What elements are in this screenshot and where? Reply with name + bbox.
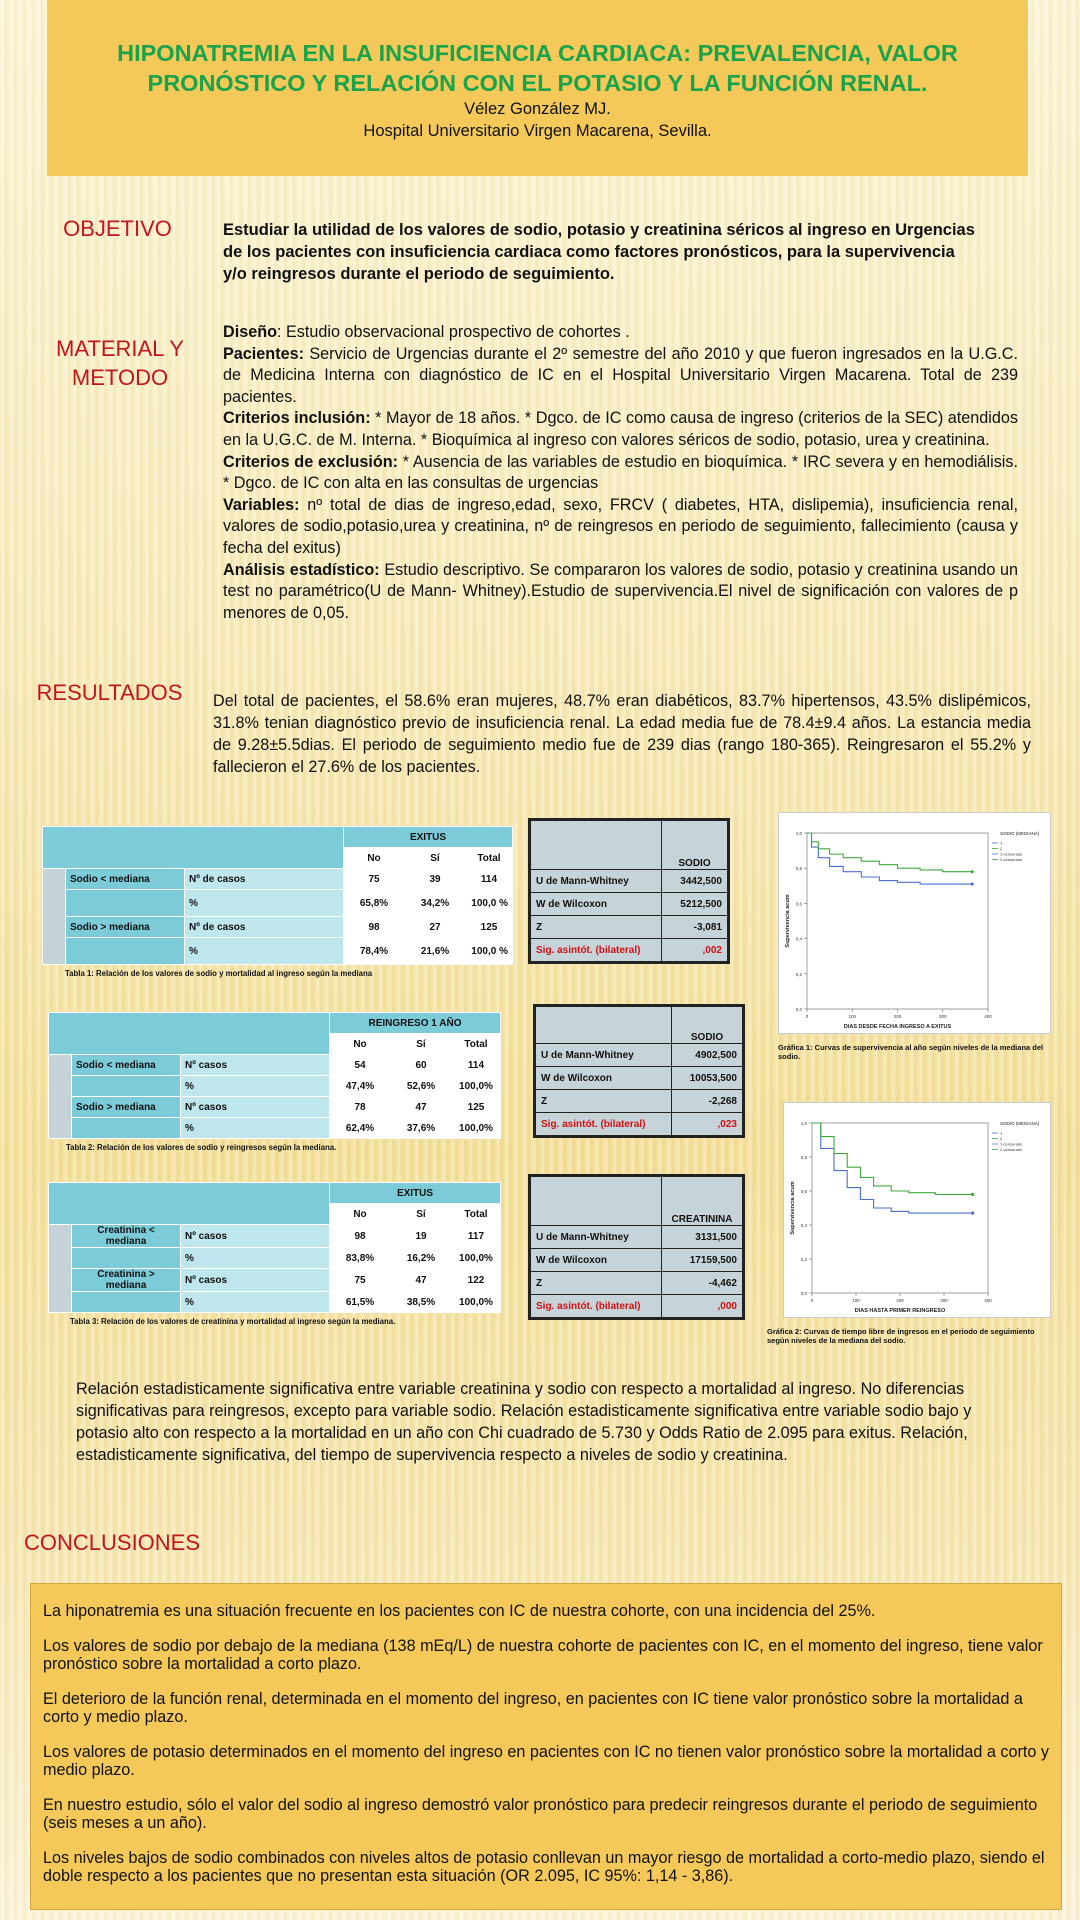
series-line-1: [812, 1123, 973, 1213]
y-tick-label: 0,2: [800, 1257, 807, 1262]
table-caption: Tabla 2: Relación de los valores de sodio y reingresos según la mediana.: [66, 1143, 337, 1152]
y-tick-label: 1,0: [795, 831, 802, 836]
poster-title: HIPONATREMIA EN LA INSUFICIENCIA CARDIACA: PREVALENCIA, VALOR PRONÓSTICO Y RELACIÓN CON EL POTASIO Y LA FUNCIÓN RENAL.: [117, 40, 958, 96]
x-tick-label: 200: [893, 1014, 902, 1019]
author: Vélez González MJ.: [464, 100, 611, 118]
survival-chart-2: [783, 1102, 1051, 1318]
y-tick-label: 0,0: [795, 1007, 802, 1012]
poster-header: [47, 0, 1028, 176]
conclusion-item: Los valores de sodio por debajo de la mediana (138 mEq/L) de nuestra cohorte de pacientes con IC, en el momento del ingreso, tiene valor pronóstico sobre la mortalidad a corto plazo.: [43, 1637, 1043, 1673]
table-row: % 65,8% 34,2% 100,0 %: [43, 890, 513, 917]
conclusiones-heading: CONCLUSIONES: [24, 1530, 201, 1555]
table-row: Sodio > mediana Nº casos 78 47 125: [49, 1097, 501, 1118]
x-tick-label: 400: [984, 1014, 992, 1019]
y-tick-label: 0,6: [795, 901, 802, 907]
chart-caption: Gráfica 1: Curvas de supervivencia al año según niveles de la mediana del sodio.: [778, 1043, 1044, 1061]
series-end-point: [971, 1193, 974, 1196]
plot-frame: [807, 833, 988, 1009]
stat-row: W de Wilcoxon 17159,500: [531, 1249, 743, 1272]
resultados-heading: RESULTADOS: [36, 680, 183, 705]
table-row: Creatinina > mediana Nº casos 75 47 122: [49, 1269, 501, 1292]
legend-entry: 1-censurado: [1000, 851, 1023, 857]
chart-1-wrapper: [778, 812, 1051, 1061]
chart-caption: Gráfica 2: Curvas de tiempo libre de ingresos en el periodo de seguimiento según niveles de la mediana del sodio.: [767, 1327, 1035, 1345]
legend-entry: 2-censurado: [1000, 1147, 1023, 1152]
y-axis-label: Supervivencia acum: [790, 1181, 796, 1235]
conclusion-item: En nuestro estudio, sólo el valor del sodio al ingreso demostró valor pronóstico para predecir reingresos durante el periodo de seguimiento (seis meses a un año).: [43, 1796, 1038, 1832]
stat-row: Z -4,462: [531, 1272, 743, 1295]
legend-title: SODIO (MEDIANA): [1000, 831, 1040, 836]
x-tick-label: 100: [852, 1298, 860, 1303]
conclusiones-box: [30, 1583, 1062, 1910]
material-item: Diseño: Estudio observacional prospectivo de cohortes .: [223, 323, 630, 341]
table-group-header: REINGRESO 1 AÑO: [330, 1013, 501, 1034]
conclusion-item: Los valores de potasio determinados en el momento del ingreso en pacientes con IC no tienen valor pronóstico sobre la mortalidad a corto y medio plazo.: [43, 1743, 1050, 1779]
conclusion-item: El deterioro de la función renal, determinada en el momento del ingreso, en pacientes con IC tiene valor pronóstico sobre la mortalidad a corto y medio plazo.: [43, 1690, 1023, 1726]
material-item: Pacientes: Servicio de Urgencias durante el 2º semestre del año 2010 y que fueron ingresados en la U.G.C. de Medicina Interna con diagnóstico de IC en el Hospital Universitario Virgen Macarena. Total de 239 pacientes.: [223, 344, 1018, 406]
plot-frame: [812, 1123, 988, 1293]
legend-entry: 1-censurado: [1000, 1141, 1023, 1147]
material-item: Variables: nº total de dias de ingreso,edad, sexo, FRCV ( diabetes, HTA, dislipemia), insuficiencia renal, valores de sodio,potasio,urea y creatinina, nº de reingresos en periodo de seguimiento, fallecimiento (causa y fecha del exitus): [223, 495, 1018, 557]
y-tick-label: 0,6: [800, 1189, 807, 1194]
x-axis-label: DIAS DESDE FECHA INGRESO A EXITUS: [843, 1024, 952, 1030]
table-row: % 78,4% 21,6% 100,0 %: [43, 938, 513, 965]
table-group-header: EXITUS: [330, 1183, 501, 1204]
legend-entry: 2: [1000, 846, 1003, 851]
objetivo-text: Estudiar la utilidad de los valores de sodio, potasio y creatinina séricos al ingreso en Urgencias de los pacientes con insuficiencia cardiaca como factores pronósticos, para la supervivencia y/o reingresos durante el periodo de seguimiento.: [223, 221, 975, 283]
table-caption: Tabla 3: Relación de los valores de creatinina y mortalidad al ingreso según la mediana.: [70, 1317, 396, 1326]
y-tick-label: 0,0: [800, 1291, 807, 1296]
table-caption: Tabla 1: Relación de los valores de sodio y mortalidad al ingreso según la mediana: [65, 969, 373, 978]
table-row: Sodio > mediana Nº de casos 98 27 125: [43, 917, 513, 938]
chart-2-wrapper: [767, 1102, 1051, 1345]
y-tick-label: 1,0: [800, 1121, 807, 1126]
stat-row: Z -3,081: [531, 916, 728, 939]
legend-entry: 2: [1000, 1136, 1003, 1141]
table-row: % 47,4% 52,6% 100,0%: [49, 1076, 501, 1097]
material-item: Criterios de exclusión: * Ausencia de las variables de estudio en bioquímica. * IRC severa y en hemodiálisis. * Dgco. de IC con alta en las consultas de urgencias: [223, 452, 1018, 493]
table-row: % 61,5% 38,5% 100,0%: [49, 1292, 501, 1313]
table-row: % 62,4% 37,6% 100,0%: [49, 1118, 501, 1139]
x-tick-label: 300: [938, 1014, 947, 1019]
x-axis-label: DIAS HASTA PRIMER REINGRESO: [854, 1308, 946, 1314]
y-tick-label: 0,8: [800, 1155, 807, 1160]
hospital: Hospital Universitario Virgen Macarena, Sevilla.: [363, 122, 712, 140]
table-row: % 83,8% 16,2% 100,0%: [49, 1248, 501, 1269]
stat-box-2: SODIO U de Mann-Whitney 4902,500 W de Wilcoxon 10053,500 Z -2,268 Sig. asintót. (bilateral) ,023: [533, 1004, 745, 1138]
table-row: Creatinina < mediana Nº casos 98 19 117: [49, 1225, 501, 1248]
series-end-point: [971, 882, 974, 885]
stat-row: W de Wilcoxon 5212,500: [531, 893, 728, 916]
survival-chart-1: [778, 812, 1051, 1034]
material-item: Criterios inclusión: * Mayor de 18 años. * Dgco. de IC como causa de ingreso (criterios de la SEC) atendidos en la U.G.C. de M. Interna. * Bioquímica al ingreso con valores séricos de sodio, potasio, urea y creatinina.: [223, 409, 1019, 449]
stat-box-1: SODIO U de Mann-Whitney 3442,500 W de Wilcoxon 5212,500 Z -3,081 Sig. asintót. (bilateral) ,002: [528, 818, 730, 964]
stat-row: U de Mann-Whitney 3131,500: [531, 1226, 743, 1249]
y-tick-label: 0,2: [795, 971, 802, 977]
y-tick-label: 0,4: [800, 1223, 807, 1228]
series-end-point: [971, 1212, 974, 1215]
series-line-2: [812, 1123, 973, 1194]
x-tick-label: 100: [848, 1014, 857, 1019]
legend-entry: 1: [1000, 1130, 1003, 1136]
y-tick-label: 0,8: [795, 866, 802, 872]
material-body: [223, 322, 1018, 624]
series-end-point: [971, 870, 974, 873]
objetivo-heading: OBJETIVO: [63, 216, 172, 241]
x-tick-label: 200: [896, 1298, 904, 1303]
table-row: Sodio < mediana Nº casos 54 60 114: [49, 1055, 501, 1076]
y-tick-label: 0,4: [795, 936, 802, 942]
table-3: EXITUS No Sí Total Creatinina < mediana Nº casos 98 19 117 % 83,8% 16,2% 100,0% Creatinina > mediana Nº casos 75 47 122 % 61,5% 38,5% 100,0% Tabla 3: Relación de los valores de creatinina y mortalidad al ingreso según la mediana.: [48, 1182, 501, 1326]
x-tick-label: 400: [984, 1298, 992, 1303]
stat-row: W de Wilcoxon 10053,500: [536, 1067, 743, 1090]
legend-entry: 1: [1000, 840, 1003, 846]
table-row: Sodio < mediana Nº de casos 75 39 114: [43, 869, 513, 890]
x-tick-label: 300: [940, 1298, 948, 1303]
table-2: REINGRESO 1 AÑO No Sí Total Sodio < mediana Nº casos 54 60 114 % 47,4% 52,6% 100,0% Sodio > mediana Nº casos 78 47 125 % 62,4% 37,6% 100,0% Tabla 2: Relación de los valores de sodio y reingresos según la mediana.: [48, 1012, 501, 1152]
x-tick-label: 0: [810, 1298, 814, 1303]
table-1: EXITUS No Sí Total Sodio < mediana Nº de casos 75 39 114 % 65,8% 34,2% 100,0 % Sodio > mediana Nº de casos 98 27 125 % 78,4% 21,6% 100,0 % Tabla 1: Relación de los valores de sodio y mortalidad al ingreso según la mediana: [42, 826, 513, 978]
material-heading: MATERIAL Y METODO: [56, 336, 184, 390]
stat-row: Z -2,268: [536, 1090, 743, 1113]
table-group-header: EXITUS: [344, 827, 513, 848]
stat-row: Sig. asintót. (bilateral) ,002: [531, 939, 728, 962]
stat-box-3: CREATININA U de Mann-Whitney 3131,500 W de Wilcoxon 17159,500 Z -4,462 Sig. asintót. (bilateral) ,000: [528, 1174, 745, 1320]
legend-title: SODIO (MEDIANA): [1000, 1121, 1040, 1126]
resultados-text: Del total de pacientes, el 58.6% eran mujeres, 48.7% eran diabéticos, 83.7% hipertensos, 43.5% dislipémicos, 31.8% tenian diagnóstico previo de insuficiencia renal. La edad media fue de 78.4±9.4 años. La estancia media de 9.28±5.5dias. El periodo de seguimiento medio fue de 239 dias (rango 180-365). Reingresaron el 55.2% y fallecieron el 27.6% de los pacientes.: [213, 692, 1031, 776]
legend-entry: 2-censurado: [1000, 857, 1023, 862]
conclusion-item: Los niveles bajos de sodio combinados con niveles altos de potasio conllevan un mayor riesgo de mortalidad a corto-medio plazo, siendo el doble respecto a los pacientes que no presentan esta situación (OR 2.095, IC 95%: 1,14 - 3,86).: [43, 1849, 1045, 1885]
stat-row: U de Mann-Whitney 3442,500: [531, 870, 728, 893]
material-item: Análisis estadístico: Estudio descriptivo. Se compararon los valores de sodio, potasio y creatinina usando un test no paramétrico(U de Mann- Whitney).Estudio de supervivencia.El nivel de significación con valores de p menores de 0,05.: [223, 560, 1018, 622]
stat-row: U de Mann-Whitney 4902,500: [536, 1044, 743, 1067]
series-line-1: [807, 833, 972, 884]
x-tick-label: 0: [805, 1014, 809, 1019]
y-axis-label: Supervivencia acum: [785, 894, 791, 948]
conclusion-item: La hiponatremia es una situación frecuente en los pacientes con IC de nuestra cohorte, con una incidencia del 25%.: [43, 1602, 876, 1620]
stat-row: Sig. asintót. (bilateral) ,023: [536, 1113, 743, 1136]
stat-row: Sig. asintót. (bilateral) ,000: [531, 1295, 743, 1318]
discussion-text: Relación estadisticamente significativa entre variable creatinina y sodio con respecto a mortalidad al ingreso. No diferencias significativas para reingresos, excepto para variable sodio. Relación estadisticamente significativa entre variable sodio bajo y potasio alto con respecto a la mortalidad en un año con Chi cuadrado de 5.730 y Odds Ratio de 2.095 para exitus. Relación, estadisticamente significativa, del tiempo de supervivencia respecto a niveles de sodio y creatinina.: [76, 1380, 972, 1464]
